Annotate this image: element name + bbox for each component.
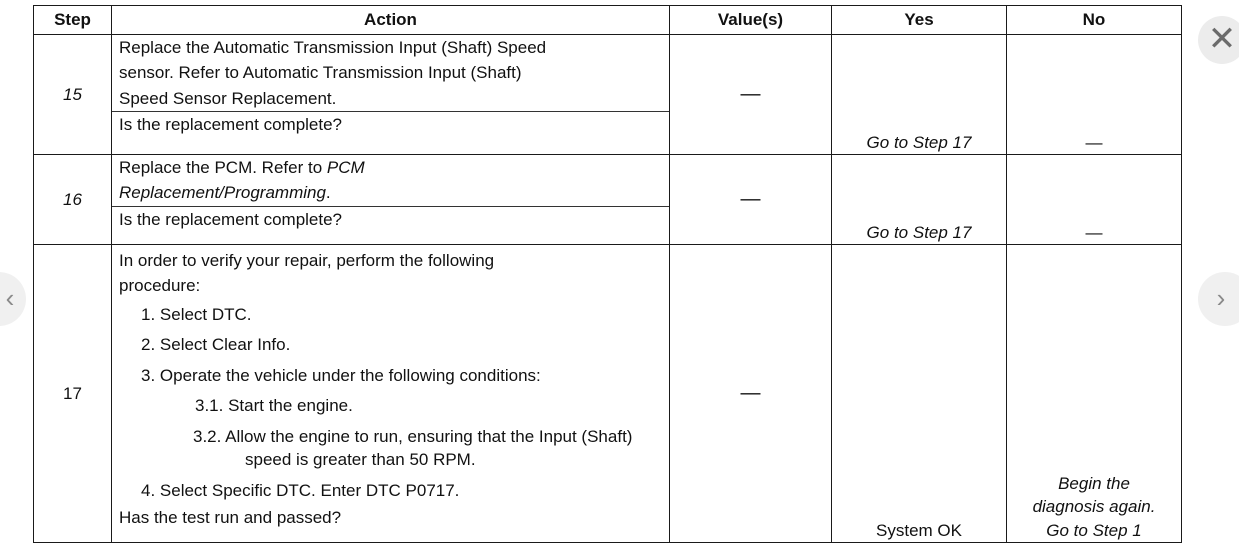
action-line: Replace the Automatic Transmission Input (Shaft) Speed [119,38,547,57]
no-cell: — [1007,155,1182,245]
procedure-item: 3. Operate the vehicle under the following conditions: [141,365,541,385]
action-line [112,155,669,180]
table-row-step-17 [34,245,1182,543]
action-text: . [325,183,331,203]
value-cell: — [670,35,832,155]
action-question: Has the test run and passed? [119,508,342,528]
action-cell [112,155,670,245]
header-no: No [1007,6,1182,35]
action-cell [112,35,670,155]
action-cell [112,245,670,543]
no-cell [1007,245,1182,543]
no-line: Go to Step 1 [1046,520,1142,540]
close-icon[interactable]: ✕ [1198,16,1239,64]
reference-text: Replacement/Programming [119,183,326,203]
yes-cell: Go to Step 17 [832,155,1007,245]
action-question: Is the replacement complete? [112,206,669,233]
step-number: 16 [34,155,112,245]
yes-cell: System OK [832,245,1007,543]
action-line: In order to verify your repair, perform the following [119,251,495,270]
yes-cell: Go to Step 17 [832,35,1007,155]
value-cell: — [670,245,832,543]
no-line: diagnosis again. [1032,497,1156,517]
diagnostic-table [33,5,1182,543]
action-line: sensor. Refer to Automatic Transmission Input (Shaft) [119,63,522,83]
value-cell: — [670,155,832,245]
header-yes: Yes [832,6,1007,35]
action-text: Replace the PCM. Refer to [119,158,327,177]
procedure-subitem: 3.2. Allow the engine to run, ensuring that the Input (Shaft) speed is greater than 50 RPM. [193,426,633,470]
procedure-subitem: 3.1. Start the engine. [195,396,353,416]
step-number: 17 [34,245,112,543]
no-line: Begin the [1058,473,1130,493]
header-values: Value(s) [670,6,832,35]
previous-arrow-icon[interactable]: ‹ [0,272,26,326]
header-row [34,6,1182,35]
header-action: Action [112,6,670,35]
procedure-item: 4. Select Specific DTC. Enter DTC P0717. [141,480,460,500]
procedure-item: 1. Select DTC. [141,304,252,324]
action-question: Is the replacement complete? [112,111,669,138]
next-arrow-icon[interactable]: › [1198,272,1239,326]
reference-text: PCM [326,158,365,177]
action-line [112,180,669,205]
procedure-item: 2. Select Clear Info. [141,335,291,355]
no-cell: — [1007,35,1182,155]
step-number: 15 [34,35,112,155]
table-row-step-15 [34,35,1182,155]
action-line: procedure: [119,276,201,296]
action-line: Speed Sensor Replacement. [119,88,337,108]
header-step: Step [34,6,112,35]
table-row-step-16 [34,155,1182,245]
